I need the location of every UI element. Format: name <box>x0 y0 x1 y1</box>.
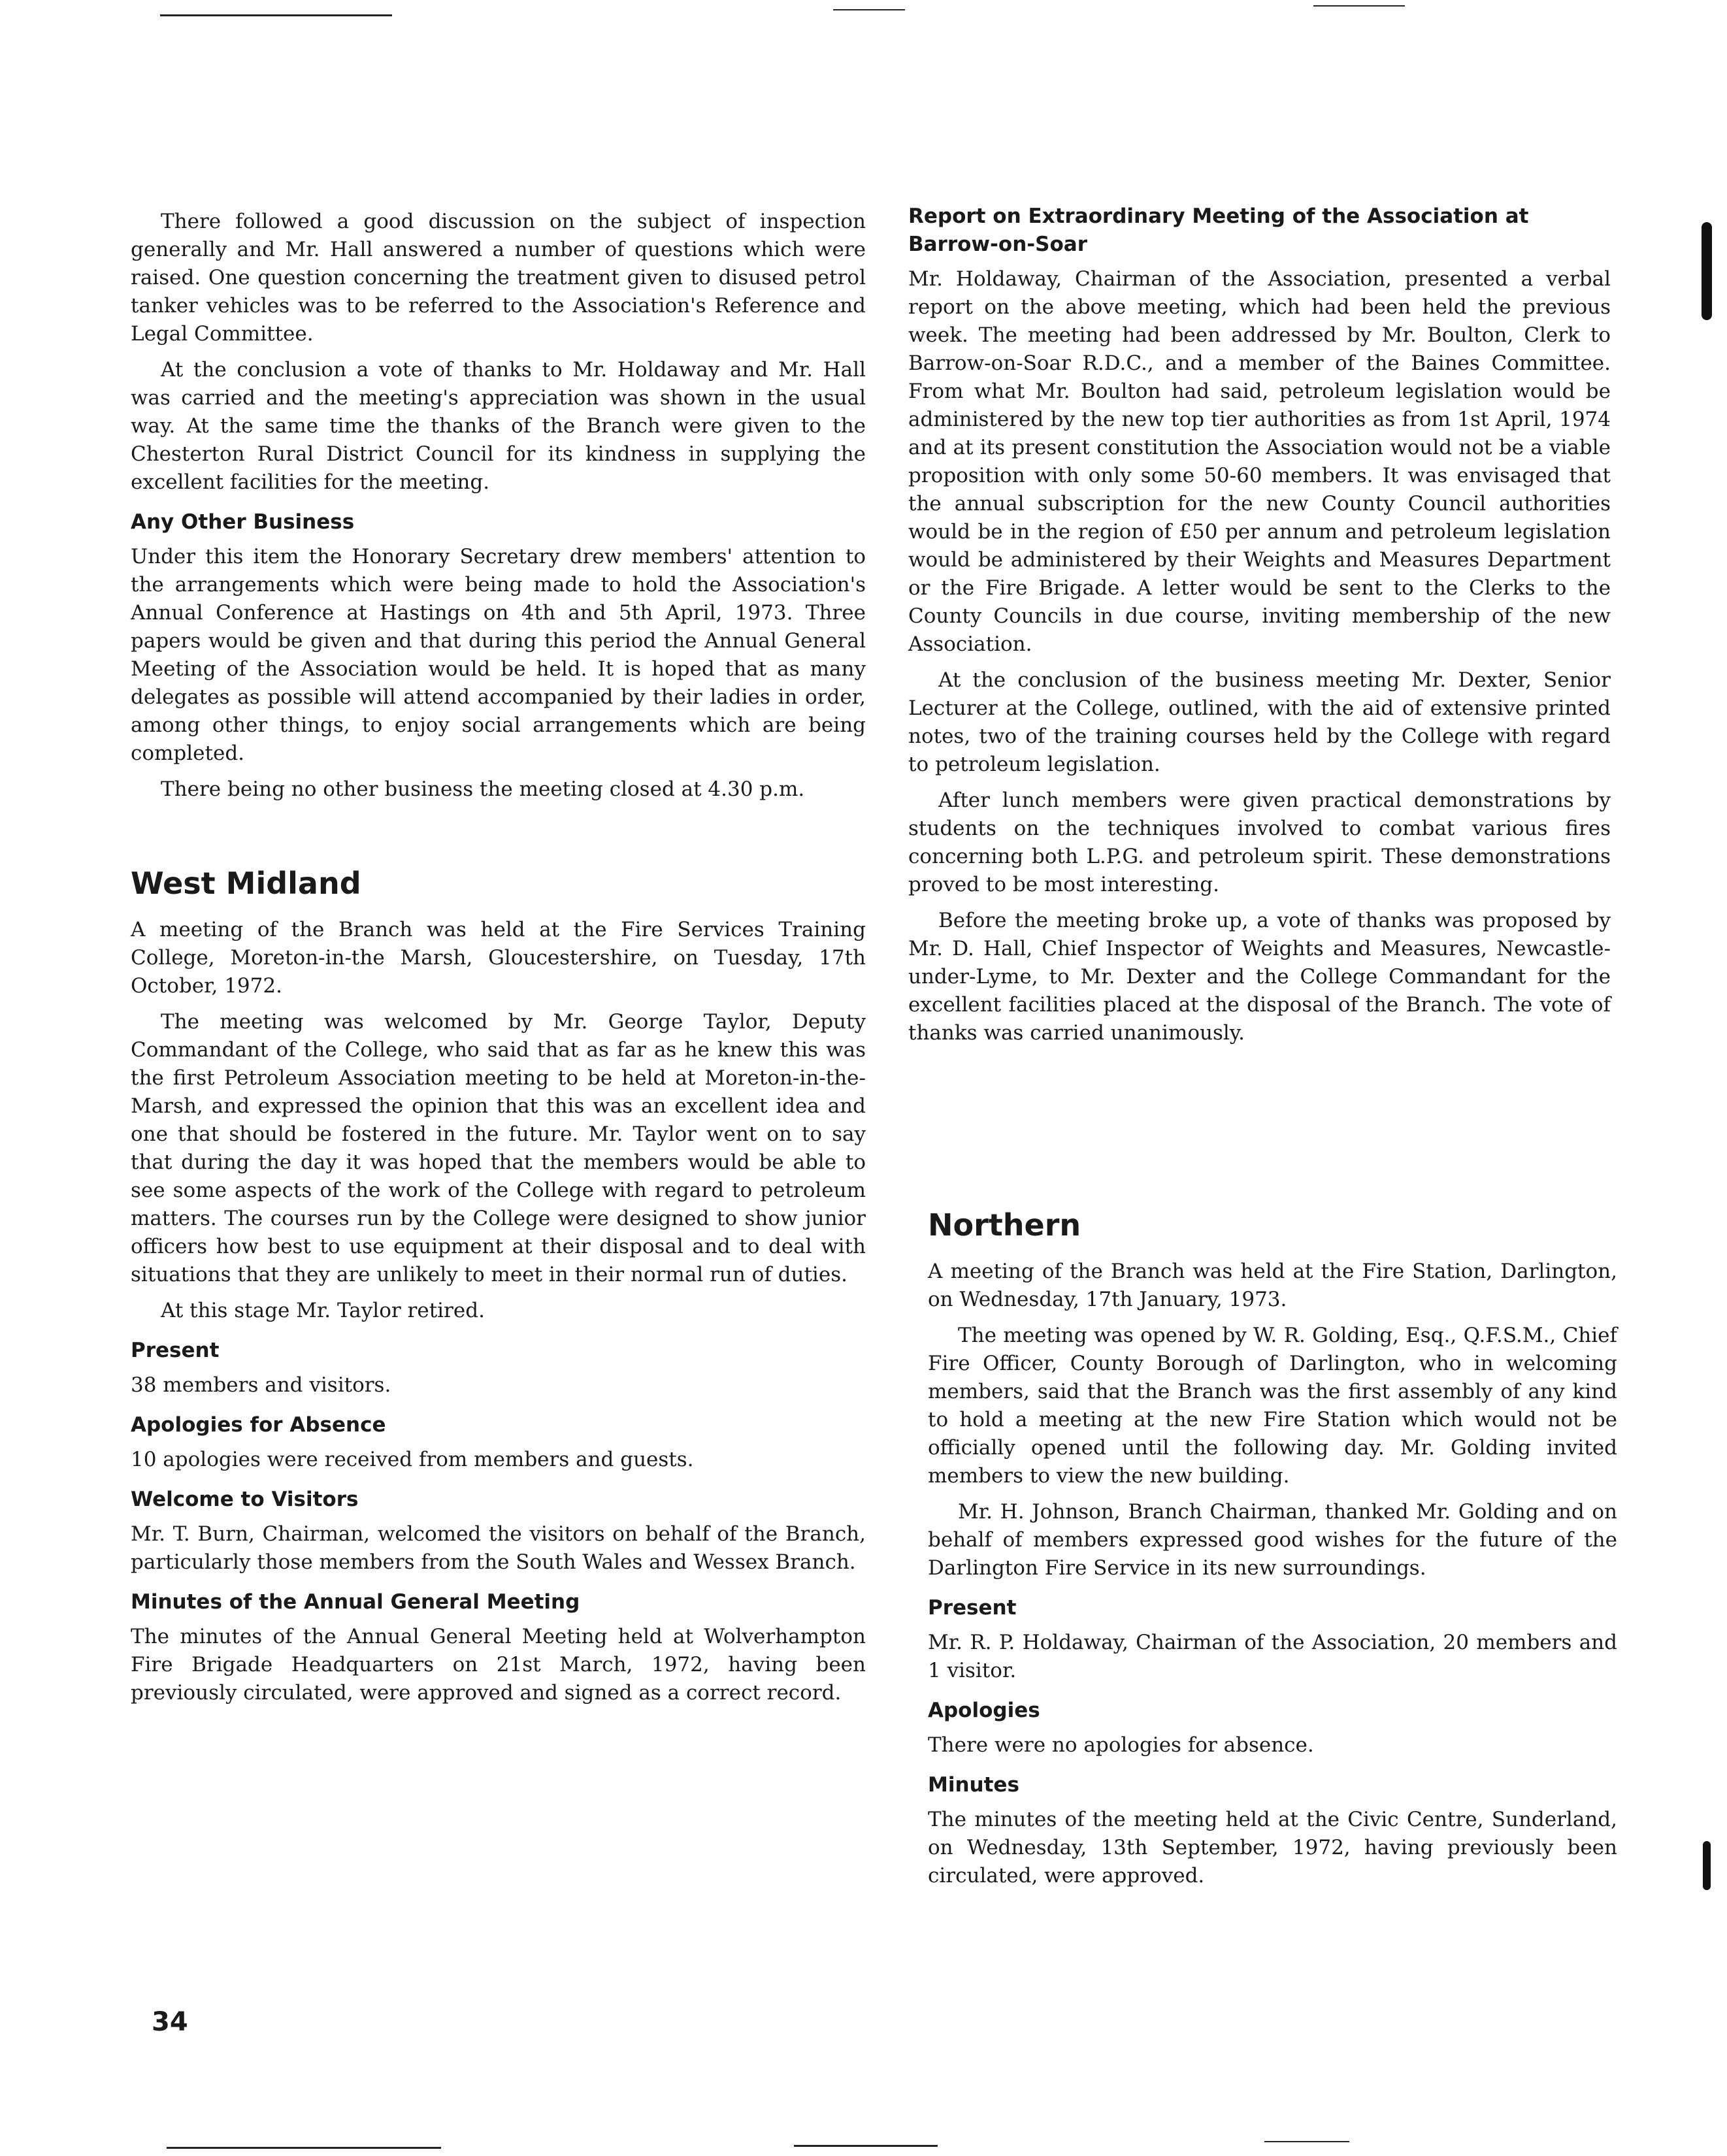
bottom-rule-right <box>1264 2141 1349 2142</box>
section-subheading: Minutes <box>928 1773 1019 1797</box>
paragraph: Under this item the Honorary Secretary drew members' attention to the arrangements which were being made to hold the Association's Annual Conference at Hastings on 4th and 5th April, 1973. Three papers would be given and that during this period the Annual General Meeting of the Association would be held. It is hoped that as many delegates as possible will attend accompanied by their ladies in order, among other things, to enjoy social arrangements which are being completed. <box>131 545 866 765</box>
paragraph: Mr. Holdaway, Chairman of the Association, presented a verbal report on the above meeting, which had been held the previous week. The meeting had been addressed by Mr. Boulton, Clerk to Barrow-on-Soar R.D.C., and a member of the Baines Committee. From what Mr. Boulton had said, petroleum legislation would be administered by the new top tier authorities as from 1st April, 1974 and at its present constitution the Association would not be a viable proposition with only some 50-60 members. It was envisaged that the annual subscription for the new County Council authorities would be in the region of £50 per annum and petroleum legislation would be administered by their Weights and Measures Department or the Fire Brigade. A letter would be sent to the Clerks to the County Councils in due course, inviting membership of the new Association. <box>908 267 1611 656</box>
section-heading-west-midland: West Midland <box>131 866 361 901</box>
paragraph: At the conclusion of the business meeting Mr. Dexter, Senior Lecturer at the College, outlined, with the aid of extensive printed notes, two of the training courses held by the College with regard to petroleum legislation. <box>908 668 1611 776</box>
section-subheading: Apologies for Absence <box>131 1413 386 1437</box>
section-subheading: Present <box>131 1339 220 1362</box>
section-subheading: Welcome to Visitors <box>131 1488 359 1511</box>
top-rule-center <box>833 9 905 10</box>
section-subheading: Minutes of the Annual General Meeting <box>131 1590 580 1614</box>
paragraph: The meeting was welcomed by Mr. George Taylor, Deputy Commandant of the College, who said that as far as he knew this was the first Petroleum Association meeting to be held at Moreton-in-the-Marsh, and expressed the opinion that this was an excellent idea and one that should be fostered in the future. Mr. Taylor went on to say that during the day it was hoped that the members would be able to see some aspects of the work of the College with regard to petroleum matters. The courses run by the College were designed to show junior officers how best to use equipment at their disposal and to deal with situations that they are unlikely to meet in their normal run of duties. <box>131 1010 866 1286</box>
section-subheading: Apologies <box>928 1699 1040 1722</box>
right-column-bottom <box>928 1205 1617 1898</box>
section-subheading: Report on Extraordinary Meeting of the Association at Barrow-on-Soar <box>908 204 1529 256</box>
margin-mark <box>1703 1841 1711 1890</box>
section-heading-northern: Northern <box>928 1207 1081 1243</box>
right-column-top <box>908 203 1611 1055</box>
paragraph: At this stage Mr. Taylor retired. <box>161 1299 485 1322</box>
paragraph: The minutes of the Annual General Meeting held at Wolverhampton Fire Brigade Headquarters on 21st March, 1972, having been previously circulated, were approved and signed as a correct record. <box>131 1625 866 1705</box>
paragraph: At the conclusion a vote of thanks to Mr. Holdaway and Mr. Hall was carried and the meeting's appreciation was shown in the usual way. At the same time the thanks of the Branch were given to the Chesterton Rural District Council for its kindness in supplying the excellent facilities for the meeting. <box>131 358 866 494</box>
paragraph: The meeting was opened by W. R. Golding, Esq., Q.F.S.M., Chief Fire Officer, County Borough of Darlington, who in welcoming members, said that the Branch was the first assembly of any kind to hold a meeting at the new Fire Station which would not be officially opened until the following day. Mr. Golding invited members to view the new building. <box>928 1324 1617 1488</box>
top-rule-right <box>1313 5 1405 7</box>
paragraph: Mr. R. P. Holdaway, Chairman of the Association, 20 members and 1 visitor. <box>928 1631 1617 1682</box>
top-rule-left <box>160 14 392 16</box>
section-subheading: Any Other Business <box>131 510 355 534</box>
paragraph: Before the meeting broke up, a vote of thanks was proposed by Mr. D. Hall, Chief Inspector of Weights and Measures, Newcastle-under-Lyme, to Mr. Dexter and the College Commandant for the excellent facilities placed at the disposal of the Branch. The vote of thanks was carried unanimously. <box>908 909 1611 1045</box>
paragraph: 38 members and visitors. <box>131 1373 391 1397</box>
paragraph: 10 apologies were received from members and guests. <box>131 1448 694 1471</box>
bottom-rule-left <box>167 2147 441 2149</box>
paragraph: There being no other business the meeting closed at 4.30 p.m. <box>161 777 805 801</box>
left-column <box>131 208 866 1715</box>
paragraph: The minutes of the meeting held at the Civic Centre, Sunderland, on Wednesday, 13th September, 1972, having previously been circulated, were approved. <box>928 1808 1617 1887</box>
paragraph: A meeting of the Branch was held at the Fire Services Training College, Moreton-in-the Marsh, Gloucestershire, on Tuesday, 17th October, 1972. <box>131 918 866 998</box>
page-number: 34 <box>152 2007 188 2037</box>
paragraph: There followed a good discussion on the subject of inspection generally and Mr. Hall answered a number of questions which were raised. One question concerning the treatment given to disused petrol tanker vehicles was to be referred to the Association's Reference and Legal Committee. <box>131 210 866 346</box>
paragraph: There were no apologies for absence. <box>928 1733 1314 1757</box>
paragraph: Mr. H. Johnson, Branch Chairman, thanked Mr. Golding and on behalf of members expressed good wishes for the future of the Darlington Fire Service in its new surroundings. <box>928 1500 1617 1580</box>
section-subheading: Present <box>928 1596 1017 1620</box>
paragraph: Mr. T. Burn, Chairman, welcomed the visitors on behalf of the Branch, particularly those members from the South Wales and Wessex Branch. <box>131 1522 866 1574</box>
margin-mark <box>1702 222 1712 320</box>
paragraph: A meeting of the Branch was held at the Fire Station, Darlington, on Wednesday, 17th January, 1973. <box>928 1260 1617 1311</box>
paragraph: After lunch members were given practical demonstrations by students on the techniques involved to combat various fires concerning both L.P.G. and petroleum spirit. These demonstrations proved to be most interesting. <box>908 789 1611 896</box>
bottom-rule-center <box>794 2145 938 2147</box>
